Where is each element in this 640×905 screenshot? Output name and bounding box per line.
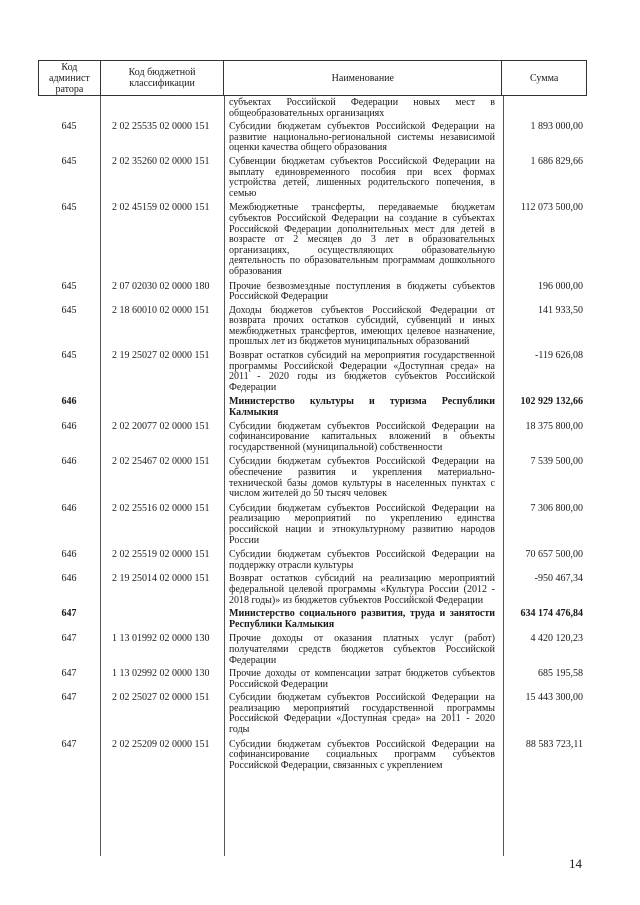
cell-name: Субсидии бюджетам субъектов Российской Федерации на развитие национально-региональной системы независимой оценки качества общего образования xyxy=(229,121,495,154)
cell-name: Прочие безвозмездные поступления в бюджеты субъектов Российской Федерации xyxy=(229,280,495,303)
cell-sum: 18 375 800,00 xyxy=(525,420,583,432)
cell-budget-code: 2 02 20077 02 0000 151 xyxy=(112,420,210,432)
cell-sum: 196 000,00 xyxy=(538,280,583,292)
cell-admin-code: 646 xyxy=(61,420,77,432)
table-row xyxy=(38,350,587,393)
table-row xyxy=(38,281,587,303)
cell-name: Возврат остатков субсидий на реализацию мероприятий федеральной целевой программы «Культура России (2012 - 2018 годы)» из бюджетов субъектов Российской Федерации xyxy=(229,573,495,606)
cell-sum: 634 174 476,84 xyxy=(520,608,583,620)
header-name: Наименование xyxy=(224,61,502,95)
cell-name: Субсидии бюджетам субъектов Российской Федерации на софинансирование социальных программ субъектов Российской Федерации, связанных с укреплением xyxy=(229,738,495,771)
table-row xyxy=(38,692,587,735)
cell-budget-code: 2 02 25519 02 0000 151 xyxy=(112,549,210,561)
cell-admin-code: 646 xyxy=(61,396,77,408)
cell-budget-code: 2 02 25535 02 0000 151 xyxy=(112,121,210,133)
cell-budget-code: 1 13 01992 02 0000 130 xyxy=(112,633,210,645)
cell-sum: 102 929 132,66 xyxy=(520,396,583,408)
header-budget-code: Код бюджетной классификации xyxy=(101,61,225,95)
cell-sum: 1 686 829,66 xyxy=(530,155,583,167)
header-admin-code: Код админист ратора xyxy=(39,61,101,95)
cell-admin-code: 646 xyxy=(61,549,77,561)
cell-budget-code: 2 02 35260 02 0000 151 xyxy=(112,155,210,167)
cell-budget-code xyxy=(100,608,224,630)
cell-budget-code: 2 02 25209 02 0000 151 xyxy=(112,738,210,750)
cell-sum: 1 893 000,00 xyxy=(530,121,583,133)
table-row xyxy=(38,202,587,277)
cell-budget-code xyxy=(100,396,224,418)
table-row xyxy=(38,573,587,606)
cell-name: Субсидии бюджетам субъектов Российской Федерации на реализацию мероприятий по укреплению единства российской нации и этнокультурному развитию народов России xyxy=(229,502,495,546)
cell-name: Субсидии бюджетам субъектов Российской Федерации на обеспечение развития и укрепления материально-технической базы домов культуры в населенных пунктах с числом жителей до 50 тысяч человек xyxy=(229,456,495,500)
cell-admin-code: 646 xyxy=(61,573,77,585)
cell-admin-code: 646 xyxy=(61,502,77,514)
cell-sum: 112 073 500,00 xyxy=(520,202,583,214)
page-number: 14 xyxy=(569,856,582,871)
cell-name: Субсидии бюджетам субъектов Российской Федерации на поддержку отрасли культуры xyxy=(229,549,495,571)
cell-sum: 7 306 800,00 xyxy=(530,502,583,514)
cell-sum: 4 420 120,23 xyxy=(530,633,583,645)
cell-admin-code: 647 xyxy=(61,668,77,680)
table-row xyxy=(38,305,587,348)
cell-sum: 685 195,58 xyxy=(538,668,583,680)
cell-admin-code: 645 xyxy=(61,155,77,167)
cell-budget-code: 2 02 25467 02 0000 151 xyxy=(112,456,210,468)
cell-admin-code: 647 xyxy=(61,738,77,750)
table-row xyxy=(38,156,587,199)
cell-budget-code xyxy=(100,97,224,119)
cell-name: Возврат остатков субсидий на мероприятия государственной программы Российской Федерации «Доступная среда» на 2011 - 2020 годы из бюджетов субъектов Российской Федерации xyxy=(229,350,495,393)
cell-name: Субсидии бюджетам субъектов Российской Федерации на реализацию мероприятий государственной программы Российской Федерации «Доступная среда» на 2011 - 2020 годы xyxy=(229,692,495,736)
cell-budget-code: 2 02 25027 02 0000 151 xyxy=(112,692,210,704)
table-row xyxy=(38,421,587,454)
cell-name: Министерство культуры и туризма Республики Калмыкия xyxy=(229,396,495,419)
cell-sum: 15 443 300,00 xyxy=(525,692,583,704)
table-row xyxy=(38,396,587,418)
table-row xyxy=(38,456,587,499)
cell-sum: 7 539 500,00 xyxy=(530,456,583,468)
table-row xyxy=(38,97,587,119)
cell-budget-code: 2 02 45159 02 0000 151 xyxy=(112,202,210,214)
table-header xyxy=(38,60,587,96)
cell-budget-code: 2 19 25027 02 0000 151 xyxy=(112,350,210,362)
cell-name: Министерство социального развития, труда и занятости Республики Калмыкия xyxy=(229,608,495,630)
cell-name: Субсидии бюджетам субъектов Российской Федерации на софинансирование капитальных вложений в объекты государственной (муниципальной) собственности xyxy=(229,420,495,453)
table-row xyxy=(38,668,587,690)
cell-admin-code: 645 xyxy=(61,202,77,214)
cell-sum: 70 657 500,00 xyxy=(525,549,583,561)
cell-budget-code: 2 07 02030 02 0000 180 xyxy=(112,280,210,292)
table-row xyxy=(38,739,587,772)
table-row xyxy=(38,549,587,571)
cell-admin-code: 645 xyxy=(61,350,77,362)
table-row xyxy=(38,121,587,154)
table-row xyxy=(38,503,587,546)
cell-admin-code: 647 xyxy=(61,633,77,645)
cell-budget-code: 2 18 60010 02 0000 151 xyxy=(112,304,210,316)
cell-admin-code: 645 xyxy=(61,304,77,316)
cell-admin-code: 647 xyxy=(61,692,77,704)
header-sum: Сумма xyxy=(529,72,559,84)
table-row xyxy=(38,608,587,630)
cell-sum: 88 583 723,11 xyxy=(525,738,583,750)
cell-budget-code: 2 02 25516 02 0000 151 xyxy=(112,502,210,514)
cell-admin-code: 645 xyxy=(61,280,77,292)
cell-name: Доходы бюджетов субъектов Российской Федерации от возврата прочих остатков субсидий, субвенций и иных межбюджетных трансфертов, имеющих целевое назначение, прошлых лет из бюджетов муниципальных образований xyxy=(229,304,495,348)
cell-admin-code xyxy=(38,97,100,119)
cell-name: Субвенции бюджетам субъектов Российской Федерации на выплату единовременного пособия при всех формах устройства детей, лишенных родительского попечения, в семью xyxy=(229,155,495,199)
cell-admin-code: 647 xyxy=(61,608,77,620)
cell-admin-code: 646 xyxy=(61,456,77,468)
cell-name: Межбюджетные трансферты, передаваемые бюджетам субъектов Российской Федерации на создание в субъектах Российской Федерации дополнительных мест для детей в возрасте от 2 месяцев до 3 лет в образовательных организациях, осуществляющих образовательную деятельность по образовательным программам дошкольного образования xyxy=(229,202,495,277)
cell-budget-code: 1 13 02992 02 0000 130 xyxy=(112,668,210,680)
cell-budget-code: 2 19 25014 02 0000 151 xyxy=(112,573,210,585)
cell-sum: -950 467,34 xyxy=(534,573,583,585)
cell-sum xyxy=(503,97,587,119)
cell-sum: 141 933,50 xyxy=(538,304,583,316)
cell-admin-code: 645 xyxy=(61,121,77,133)
table-row xyxy=(38,633,587,666)
cell-name: Прочие доходы от оказания платных услуг (работ) получателями средств бюджетов субъектов Российской Федерации xyxy=(229,633,495,666)
cell-sum: -119 626,08 xyxy=(535,350,583,362)
cell-name: субъектах Российской Федерации новых мест в общеобразовательных организациях xyxy=(229,97,495,119)
cell-name: Прочие доходы от компенсации затрат бюджетов субъектов Российской Федерации xyxy=(229,668,495,690)
table-body xyxy=(38,97,587,774)
